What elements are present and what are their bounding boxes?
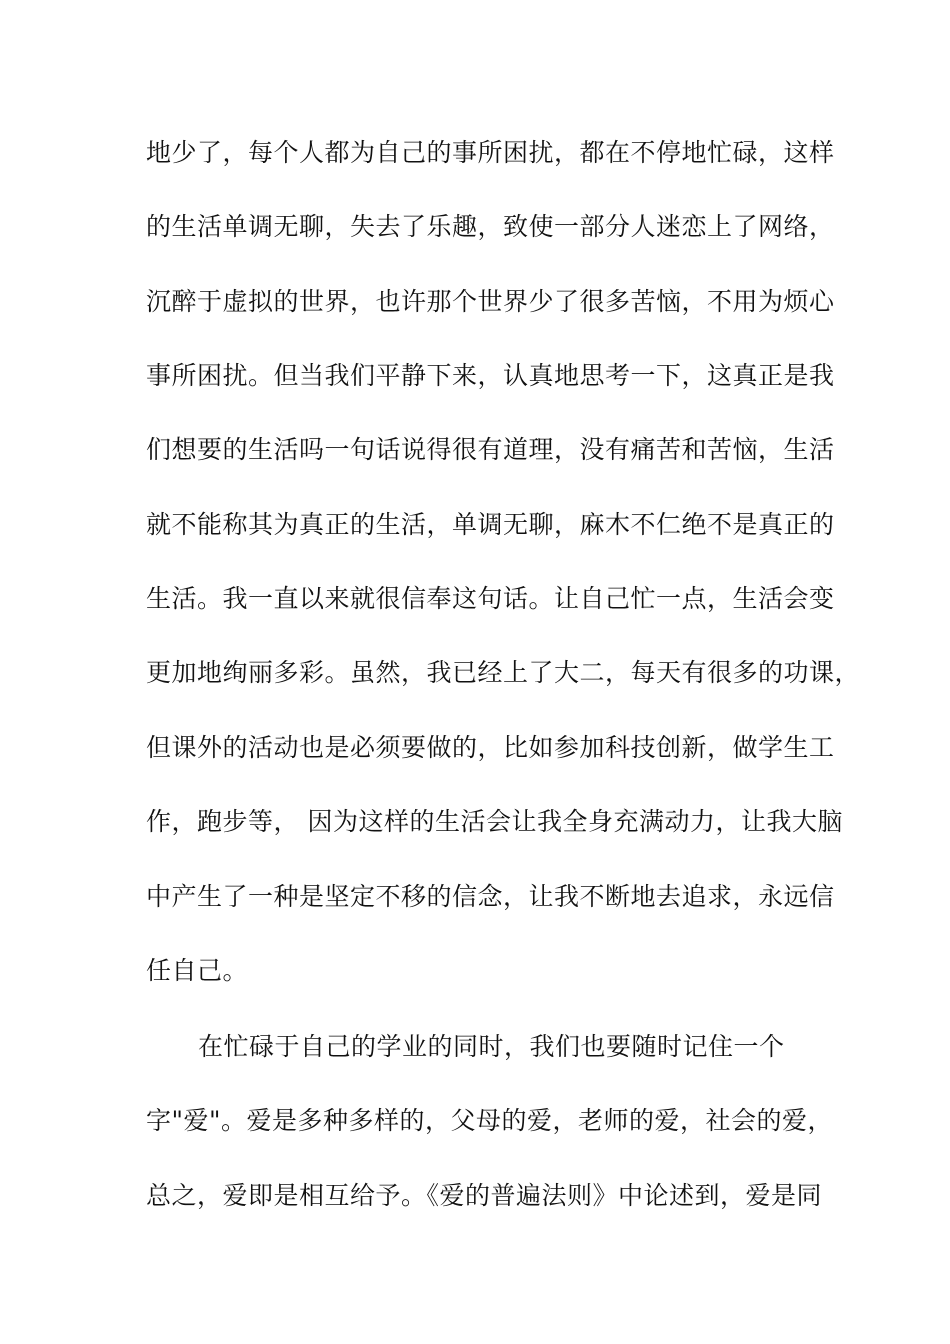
paragraph-1-line-10: 作，跑步等， 因为这样的生活会让我全身充满动力，让我大脑	[146, 807, 843, 836]
paragraph-2-line-3: 总之，爱即是相互给予。《爱的普遍法则》中论述到，爱是同	[146, 1181, 823, 1210]
paragraph-1-line-1: 地少了，每个人都为自己的事所困扰，都在不停地忙碌，这样	[146, 138, 835, 167]
paragraph-1-line-2: 的生活单调无聊，失去了乐趣，致使一部分人迷恋上了网络，	[146, 212, 835, 241]
paragraph-1-line-4: 事所困扰。但当我们平静下来，认真地思考一下，这真正是我	[146, 361, 835, 390]
paragraph-1-line-7: 生活。我一直以来就很信奉这句话。让自己忙一点，生活会变	[146, 584, 835, 613]
paragraph-1-line-12: 任自己。	[146, 956, 249, 985]
paragraph-2-line-2: 字"爱"。爱是多种多样的，父母的爱，老师的爱，社会的爱，	[146, 1106, 834, 1135]
paragraph-1-line-9: 但课外的活动也是必须要做的，比如参加科技创新，做学生工	[146, 733, 835, 762]
paragraph-1-line-11: 中产生了一种是坚定不移的信念，让我不断地去追求，永远信	[146, 882, 835, 911]
paragraph-1-line-5: 们想要的生活吗一句话说得很有道理，没有痛苦和苦恼，生活	[146, 435, 835, 464]
paragraph-1-line-6: 就不能称其为真正的生活，单调无聊，麻木不仁绝不是真正的	[146, 510, 835, 539]
paragraph-1-line-8: 更加地绚丽多彩。虽然，我已经上了大二，每天有很多的功课，	[146, 658, 861, 687]
paragraph-2-line-1: 在忙碌于自己的学业的同时，我们也要随时记住一个	[198, 1032, 785, 1061]
paragraph-1-line-3: 沉醉于虚拟的世界，也许那个世界少了很多苦恼，不用为烦心	[146, 287, 835, 316]
